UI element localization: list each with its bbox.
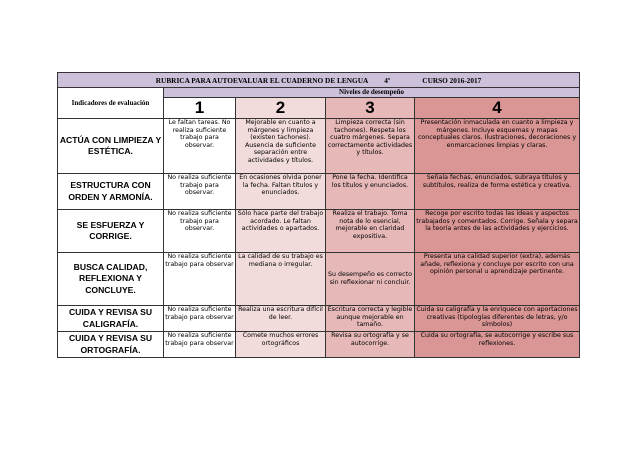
level-2-cell: Sólo hace parte del trabajo acordado. Le faltan actividades o apartados. <box>236 210 326 253</box>
criterion-cell: ACTÚA CON LIMPIEZA Y ESTÉTICA. <box>58 119 164 174</box>
indicators-header: Indicadores de evaluación <box>58 88 164 119</box>
level-4-header: 4 <box>415 98 580 119</box>
level-3-cell: Pone la fecha. Identifica los títulos y enunciados. <box>326 174 415 210</box>
level-4-cell: Señala fechas, enunciados, subraya títulos y subtítulos, realiza de forma estética y creativa. <box>415 174 580 210</box>
level-2-header: 2 <box>236 98 326 119</box>
rubric-row <box>58 253 580 306</box>
level-1-header: 1 <box>164 98 236 119</box>
rubric-row <box>58 119 580 174</box>
title-main: RUBRICA PARA AUTOEVALUAR EL CUADERNO DE LENGUA <box>155 75 369 85</box>
rubric-row <box>58 306 580 332</box>
rubric-row <box>58 332 580 358</box>
criterion-cell: CUIDA Y REVISA SU ORTOGRAFÍA. <box>58 332 164 358</box>
level-4-cell: Presentación inmaculada en cuanto a limpieza y márgenes. Incluye esquemas y mapas conceptuales claros. Ilustraciones, decoraciones y enmarcaciones limpias y claras. <box>415 119 580 174</box>
level-1-cell: Le faltan tareas. No realiza suficiente trabajo para observar. <box>164 119 236 174</box>
title-course: CURSO 2016-2017 <box>422 75 482 85</box>
level-3-header: 3 <box>326 98 415 119</box>
level-3-cell: Escritura correcta y legible aunque mejorable en tamaño. <box>326 306 415 332</box>
level-3-cell: Realiza el trabajo. Toma nota de lo esencial, mejorable en claridad expositiva. <box>326 210 415 253</box>
rubric-row <box>58 174 580 210</box>
criterion-cell: SE ESFUERZA Y CORRIGE. <box>58 210 164 253</box>
level-1-cell: No realiza suficiente trabajo para observar. <box>164 174 236 210</box>
level-2-cell: Comete muchos errores ortográficos <box>236 332 326 358</box>
level-2-cell: En ocasiones olvida poner la fecha. Faltan títulos y enunciados. <box>236 174 326 210</box>
level-3-cell: Su desempeño es correcto sin reflexionar ni concluir. <box>326 253 415 306</box>
rubric-title <box>58 73 580 88</box>
criterion-cell: ESTRUCTURA CON ORDEN Y ARMONÍA. <box>58 174 164 210</box>
criterion-cell: BUSCA CALIDAD, REFLEXIONA Y CONCLUYE. <box>58 253 164 306</box>
level-4-cell: Cuida su caligrafía y la enriquece con aportaciones creativas (tipologías diferentes de letras, y/o símbolos) <box>415 306 580 332</box>
level-1-cell: No realiza suficiente trabajo para observar. <box>164 210 236 253</box>
level-1-cell: No realiza suficiente trabajo para observar <box>164 253 236 306</box>
level-2-cell: Realiza una escritura difícil de leer. <box>236 306 326 332</box>
level-4-cell: Cuida su ortografía, se autocorrige y escribe sus reflexiones. <box>415 332 580 358</box>
title-row <box>58 73 580 88</box>
rubric-table <box>57 72 580 358</box>
level-1-cell: No realiza suficiente trabajo para observar <box>164 332 236 358</box>
levels-header: Niveles de desempeño <box>164 88 580 98</box>
levels-label-row <box>58 88 580 98</box>
level-4-cell: Recoge por escrito todas las ideas y aspectos trabajados y comentados. Corrige. Señala y separa la teoría antes de las actividades y ejercicios. <box>415 210 580 253</box>
criterion-cell: CUIDA Y REVISA SU CALIGRAFÍA. <box>58 306 164 332</box>
level-1-cell: No realiza suficiente trabajo para observar <box>164 306 236 332</box>
level-3-cell: Limpieza correcta (sin tachones). Respeta los cuatro márgenes. Separa correctamente actividades y títulos. <box>326 119 415 174</box>
level-3-cell: Revisa su ortografía y se autocorrige. <box>326 332 415 358</box>
level-2-cell: Mejorable en cuanto a márgenes y limpieza (existen tachones). Ausencia de suficiente separación entre actividades y títulos. <box>236 119 326 174</box>
title-grade: 4º <box>384 75 391 85</box>
rubric-row <box>58 210 580 253</box>
level-4-cell: Presenta una calidad superior (extra), además añade, reflexiona y concluye por escrito con una opinión personal u aprendizaje pertinente. <box>415 253 580 306</box>
level-2-cell: La calidad de su trabajo es mediana o irregular. <box>236 253 326 306</box>
